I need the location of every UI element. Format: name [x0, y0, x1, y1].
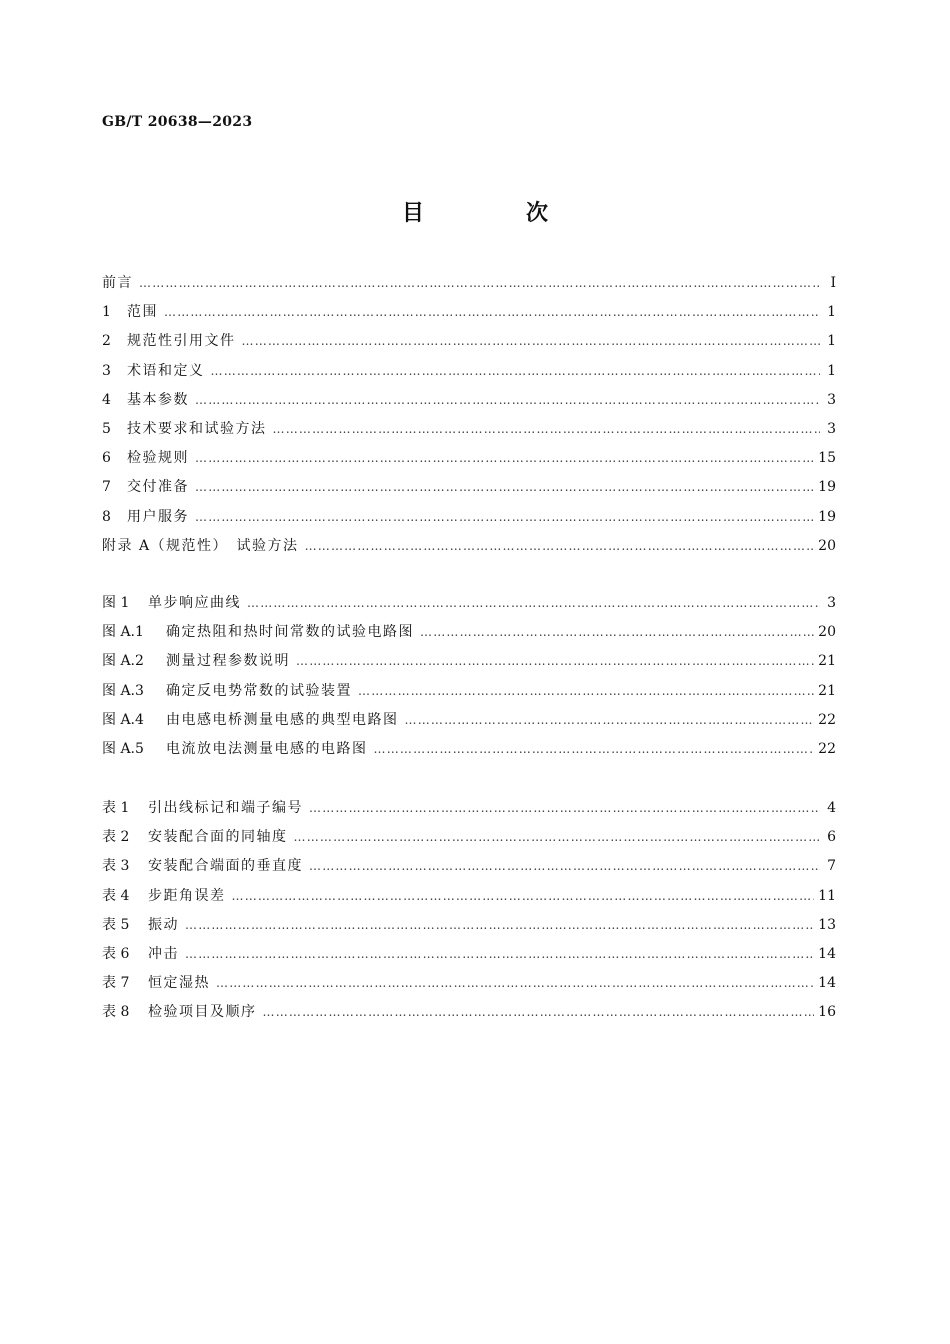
- toc-leader-dots: [164, 305, 820, 319]
- toc-entry-normative-references[interactable]: [102, 330, 836, 359]
- toc-leader-dots: [294, 830, 821, 844]
- toc-leader-dots: [185, 918, 814, 932]
- toc-leader-dots: [305, 539, 815, 553]
- toc-entry-page: 22: [818, 711, 836, 728]
- toc-entry-title: 振动: [148, 916, 179, 933]
- toc-leader-dots: [263, 1005, 815, 1019]
- toc-entry-page: 3: [827, 420, 836, 437]
- toc-entry-number: 图 A.4: [102, 711, 144, 728]
- toc-leader-dots: [247, 596, 820, 610]
- toc-entry-page: 15: [818, 450, 836, 467]
- toc-leader-dots: [216, 976, 814, 990]
- toc-sections: [102, 272, 836, 564]
- toc-entry-title: 技术要求和试验方法: [127, 420, 267, 437]
- toc-entry-number: 表 2: [102, 829, 130, 846]
- toc-entry-number: 表 5: [102, 916, 130, 933]
- toc-entry-number: 3: [102, 362, 111, 379]
- toc-entry-page: 20: [818, 537, 836, 554]
- toc-entry-title: 由电感电桥测量电感的典型电路图: [166, 711, 399, 728]
- toc-entry-page: 14: [818, 945, 836, 962]
- toc-entry-title: 检验项目及顺序: [148, 1004, 257, 1021]
- toc-entry-number: 7: [102, 479, 111, 496]
- toc-leader-dots: [242, 334, 821, 348]
- toc-entry-number: 图 A.2: [102, 653, 144, 670]
- toc-entry-basic-parameters[interactable]: [102, 389, 836, 418]
- toc-leader-dots: [195, 480, 814, 494]
- toc-entry-page: 19: [818, 479, 836, 496]
- toc-leader-dots: [185, 947, 814, 961]
- toc-entry-number: 6: [102, 450, 111, 467]
- toc-entry-title: 单步响应曲线: [148, 595, 241, 611]
- toc-entry-title: 确定反电势常数的试验装置: [166, 682, 352, 699]
- toc-entry-number: 表 3: [102, 858, 130, 875]
- toc-entry-table[interactable]: [102, 826, 836, 855]
- toc-entry-page: 19: [818, 508, 836, 525]
- toc-entry-figure[interactable]: [102, 592, 836, 621]
- toc-leader-dots: [309, 801, 820, 815]
- toc-entry-title: 用户服务: [127, 508, 189, 525]
- toc-leader-dots: [309, 859, 820, 873]
- toc-entry-page: Ⅰ: [830, 275, 836, 291]
- toc-entry-title: 恒定湿热: [148, 975, 210, 992]
- toc-leader-dots: [195, 451, 814, 465]
- toc-entry-number: 表 8: [102, 1004, 130, 1021]
- toc-entry-title: 冲击: [148, 945, 179, 962]
- toc-entry-page: 1: [827, 333, 836, 350]
- toc-entry-table[interactable]: [102, 972, 836, 1001]
- toc-entry-number: 表 4: [102, 887, 130, 904]
- toc-entry-page: 3: [827, 595, 836, 611]
- toc-entry-table[interactable]: [102, 914, 836, 943]
- toc-leader-dots: [374, 742, 815, 756]
- standard-code: GB/T 20638—2023: [102, 114, 253, 130]
- toc-leader-dots: [139, 276, 820, 290]
- toc-entry-number: 图 A.3: [102, 682, 144, 699]
- toc-entry-terms[interactable]: [102, 360, 836, 389]
- toc-entry-title: 附录 A（规范性） 试验方法: [102, 537, 299, 554]
- toc-entry-table[interactable]: [102, 1001, 836, 1030]
- toc-entry-title: 安装配合面的同轴度: [148, 829, 288, 846]
- toc-tables: [102, 797, 836, 1031]
- toc-entry-title: 基本参数: [127, 391, 189, 408]
- toc-entry-number: 表 1: [102, 800, 130, 816]
- toc-entry-title: 测量过程参数说明: [166, 653, 290, 670]
- toc-entry-table[interactable]: [102, 855, 836, 884]
- toc-entry-title: 前言: [102, 275, 133, 291]
- toc-entry-title: 术语和定义: [127, 362, 205, 379]
- toc-entry-title: 规范性引用文件: [127, 333, 236, 350]
- toc-entry-foreword[interactable]: [102, 272, 836, 301]
- toc-entry-page: 6: [827, 829, 836, 846]
- toc-entry-title: 引出线标记和端子编号: [148, 800, 303, 816]
- toc-entry-scope[interactable]: [102, 301, 836, 330]
- toc-entry-figure[interactable]: [102, 738, 836, 767]
- toc-entry-page: 13: [818, 916, 836, 933]
- page-title: 目 次: [401, 200, 588, 226]
- toc-entry-title: 安装配合端面的垂直度: [148, 858, 303, 875]
- toc-figures: [102, 592, 836, 767]
- toc-entry-page: 20: [818, 624, 836, 641]
- toc-entry-number: 表 6: [102, 945, 130, 962]
- toc-leader-dots: [195, 393, 820, 407]
- toc-entry-page: 4: [827, 800, 836, 816]
- toc-leader-dots: [405, 713, 815, 727]
- toc-entry-annex-a[interactable]: [102, 535, 836, 564]
- toc-entry-page: 21: [818, 653, 836, 670]
- toc-entry-page: 16: [818, 1004, 836, 1021]
- toc-entry-page: 3: [827, 391, 836, 408]
- toc-entry-table[interactable]: [102, 943, 836, 972]
- toc-entry-title: 范围: [127, 304, 158, 321]
- toc-entry-number: 图 A.1: [102, 624, 144, 641]
- toc-leader-dots: [195, 510, 814, 524]
- toc-leader-dots: [232, 889, 815, 903]
- toc-entry-page: 1: [827, 304, 836, 321]
- toc-entry-number: 4: [102, 391, 111, 408]
- toc-leader-dots: [296, 654, 814, 668]
- toc-entry-page: 1: [827, 362, 836, 379]
- toc-entry-title: 确定热阻和热时间常数的试验电路图: [166, 624, 414, 641]
- toc-entry-user-service[interactable]: [102, 506, 836, 535]
- toc-leader-dots: [420, 625, 814, 639]
- toc-entry-number: 1: [102, 304, 111, 321]
- toc-entry-number: 图 1: [102, 595, 130, 611]
- toc-entry-number: 8: [102, 508, 111, 525]
- toc-entry-figure[interactable]: [102, 621, 836, 650]
- toc-entry-page: 21: [818, 682, 836, 699]
- toc-entry-requirements[interactable]: [102, 418, 836, 447]
- toc-entry-figure[interactable]: [102, 709, 836, 738]
- toc-leader-dots: [273, 422, 821, 436]
- toc-entry-number: 表 7: [102, 975, 130, 992]
- toc-entry-number: 5: [102, 420, 111, 437]
- toc-entry-figure[interactable]: [102, 650, 836, 679]
- toc-entry-title: 电流放电法测量电感的电路图: [166, 740, 368, 757]
- toc-leader-dots: [358, 684, 814, 698]
- toc-entry-page: 14: [818, 975, 836, 992]
- toc-entry-table[interactable]: [102, 797, 836, 826]
- toc-entry-delivery[interactable]: [102, 476, 836, 505]
- toc-entry-inspection-rules[interactable]: [102, 447, 836, 476]
- toc-entry-table[interactable]: [102, 885, 836, 914]
- toc-entry-page: 7: [827, 858, 836, 875]
- toc-entry-number: 2: [102, 333, 111, 350]
- toc-entry-title: 检验规则: [127, 450, 189, 467]
- toc-entry-page: 11: [818, 887, 836, 904]
- toc-leader-dots: [211, 364, 821, 378]
- toc-entry-page: 22: [818, 740, 836, 757]
- toc-entry-figure[interactable]: [102, 680, 836, 709]
- toc-entry-number: 图 A.5: [102, 740, 144, 757]
- toc-entry-title: 步距角误差: [148, 887, 226, 904]
- toc-entry-title: 交付准备: [127, 479, 189, 496]
